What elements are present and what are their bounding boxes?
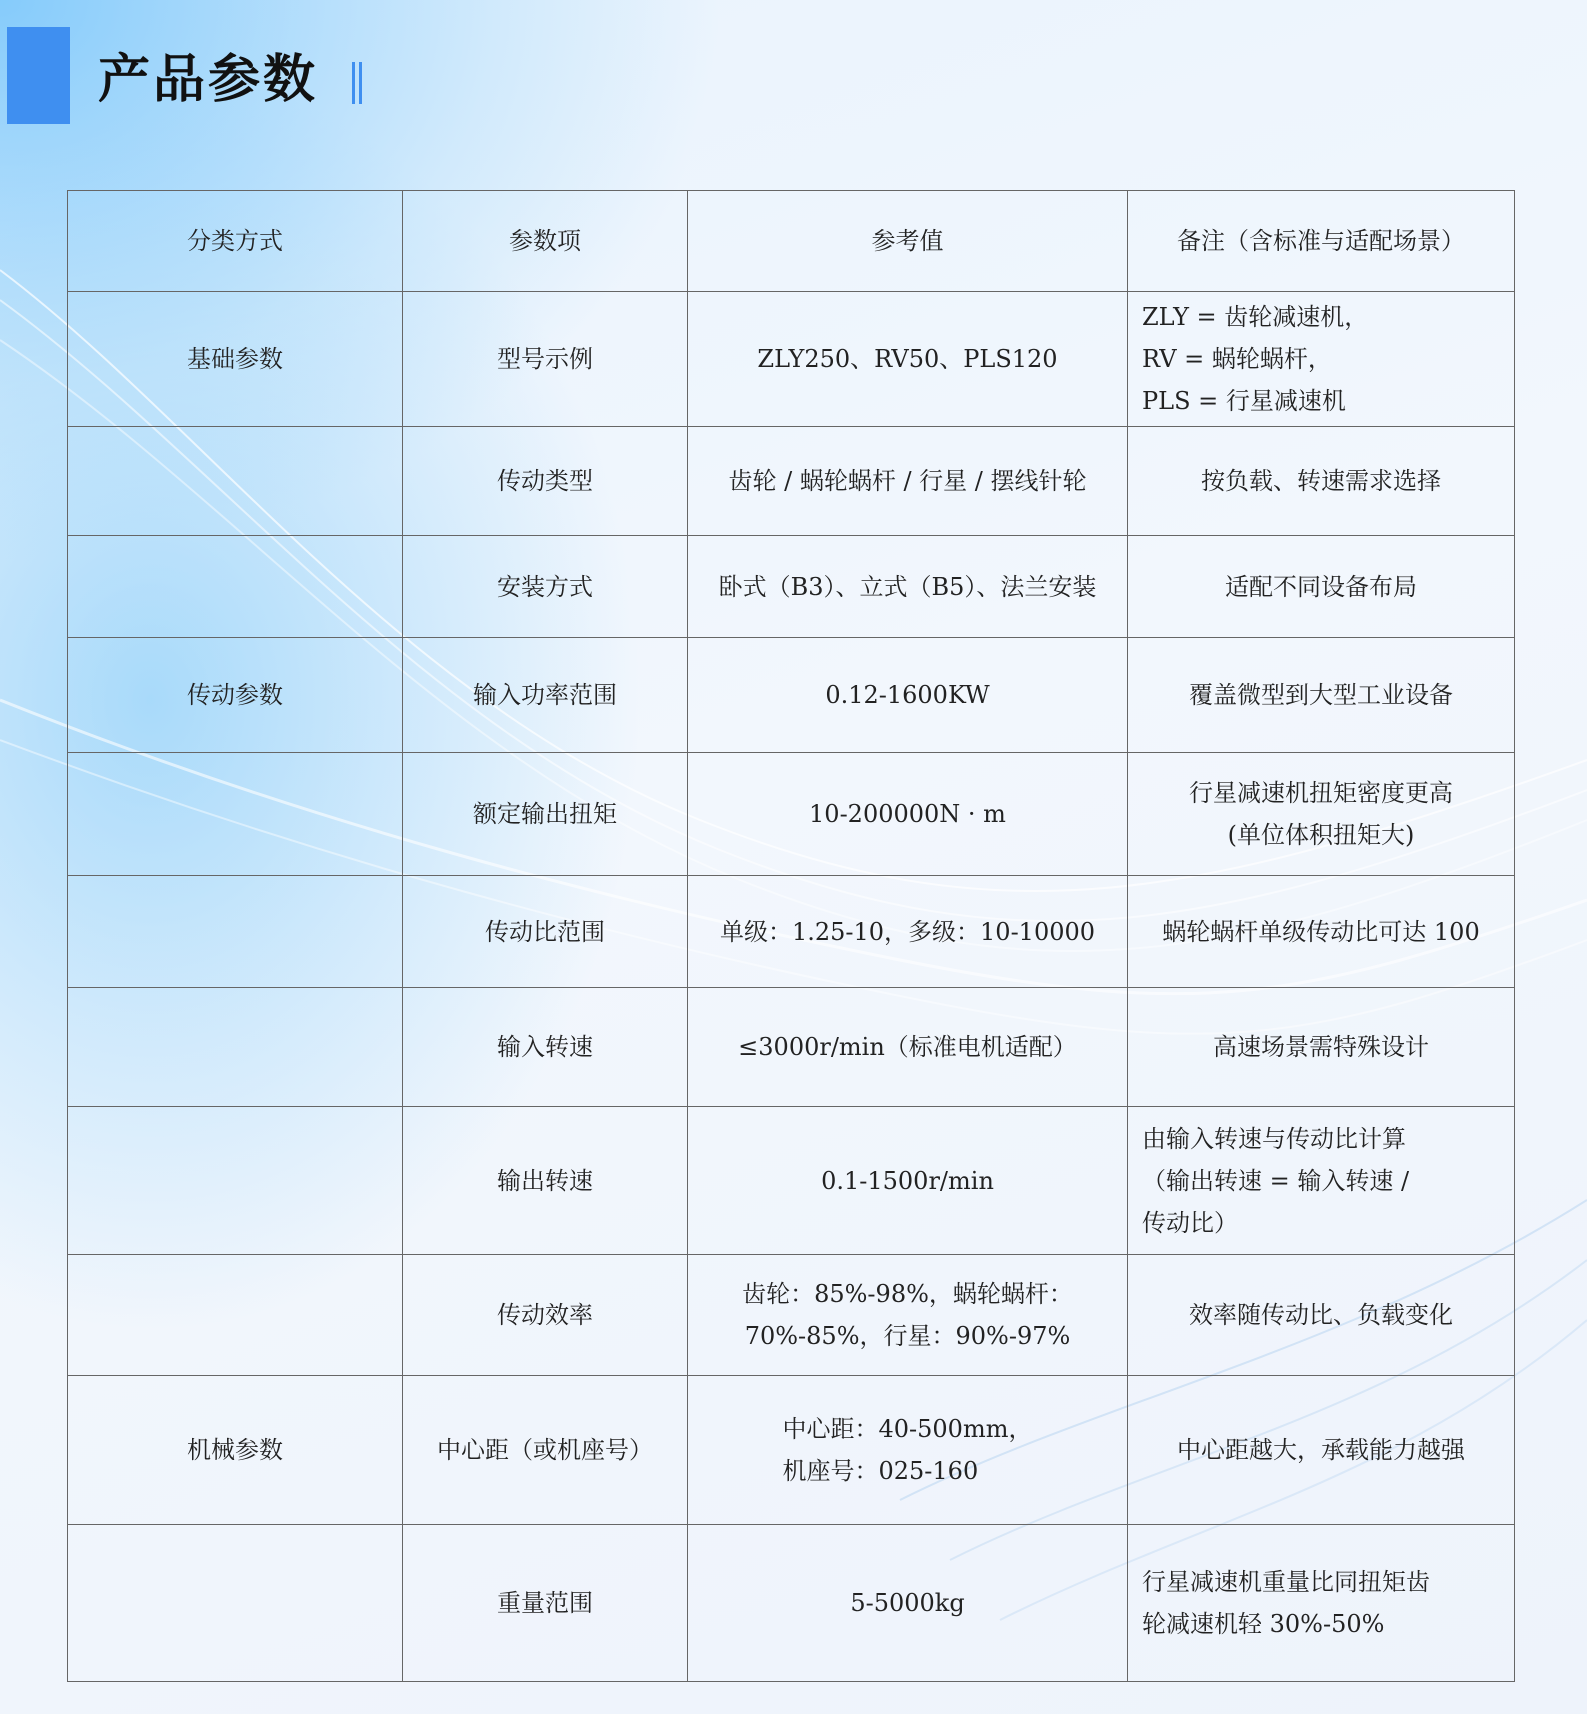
header-notes: 备注（含标准与适配场景） xyxy=(1128,191,1515,292)
header-value: 参考值 xyxy=(688,191,1128,292)
row-value xyxy=(688,427,1128,536)
row-note xyxy=(1128,536,1515,638)
title-double-bar-mark xyxy=(352,62,362,104)
table-row xyxy=(68,638,1515,753)
table-row xyxy=(68,988,1515,1107)
table-row xyxy=(68,1525,1515,1682)
row-parameter: 传动效率 xyxy=(403,1255,688,1376)
note-line: 传动比） xyxy=(1142,1208,1238,1237)
row-category xyxy=(68,876,403,988)
table-header-row xyxy=(68,191,1515,292)
note-line: 效率随传动比、负载变化 xyxy=(1189,1301,1453,1329)
row-value xyxy=(688,988,1128,1107)
value-line: 卧式（B3）、立式（B5）、法兰安装 xyxy=(718,572,1097,601)
row-category xyxy=(68,1107,403,1255)
note-line: 蜗轮蜗杆单级传动比可达 100 xyxy=(1162,917,1480,946)
product-parameters-table xyxy=(67,190,1515,1682)
note-line: PLS = 行星减速机 xyxy=(1142,387,1346,415)
note-line: 覆盖微型到大型工业设备 xyxy=(1189,681,1453,709)
row-value xyxy=(688,1376,1128,1525)
row-value xyxy=(688,876,1128,988)
row-category: 传动参数 xyxy=(68,638,403,753)
row-value xyxy=(688,536,1128,638)
row-parameter: 重量范围 xyxy=(403,1525,688,1682)
row-category: 机械参数 xyxy=(68,1376,403,1525)
row-parameter: 中心距（或机座号） xyxy=(403,1376,688,1525)
row-note xyxy=(1128,753,1515,876)
note-line: 行星减速机重量比同扭矩齿 xyxy=(1142,1568,1430,1596)
row-parameter: 额定输出扭矩 xyxy=(403,753,688,876)
title-accent-block xyxy=(7,27,70,124)
row-parameter: 输入功率范围 xyxy=(403,638,688,753)
table-row xyxy=(68,1376,1515,1525)
row-parameter: 输入转速 xyxy=(403,988,688,1107)
row-note xyxy=(1128,988,1515,1107)
row-note xyxy=(1128,638,1515,753)
row-value xyxy=(688,292,1128,427)
value-line: 机座号：025-160 xyxy=(782,1457,979,1485)
header-parameter: 参数项 xyxy=(403,191,688,292)
row-note xyxy=(1128,427,1515,536)
table-row xyxy=(68,1107,1515,1255)
value-line: 0.12-1600KW xyxy=(825,681,990,709)
page-title: 产品参数 xyxy=(98,50,319,110)
table-row xyxy=(68,427,1515,536)
table-row xyxy=(68,292,1515,427)
row-value xyxy=(688,753,1128,876)
value-line: 5-5000kg xyxy=(850,1589,965,1617)
table-row xyxy=(68,753,1515,876)
row-category xyxy=(68,753,403,876)
note-line: （输出转速 = 输入转速 / xyxy=(1142,1166,1410,1195)
value-line: 0.1-1500r/min xyxy=(821,1166,994,1195)
row-category: 基础参数 xyxy=(68,292,403,427)
note-line: 适配不同设备布局 xyxy=(1225,572,1417,601)
row-note xyxy=(1128,1107,1515,1255)
value-line: 70%-85%，行星：90%-97% xyxy=(744,1322,1071,1350)
row-category xyxy=(68,1255,403,1376)
table-row xyxy=(68,536,1515,638)
row-value xyxy=(688,638,1128,753)
table-row xyxy=(68,1255,1515,1376)
row-value xyxy=(688,1255,1128,1376)
row-parameter: 传动比范围 xyxy=(403,876,688,988)
row-note xyxy=(1128,292,1515,427)
value-line: ZLY250、RV50、PLS120 xyxy=(757,345,1058,373)
row-note xyxy=(1128,876,1515,988)
row-parameter: 传动类型 xyxy=(403,427,688,536)
note-line: 中心距越大，承载能力越强 xyxy=(1177,1436,1465,1464)
row-parameter: 安装方式 xyxy=(403,536,688,638)
value-line: 齿轮 / 蜗轮蜗杆 / 行星 / 摆线针轮 xyxy=(728,467,1087,495)
value-line: 单级：1.25-10，多级：10-10000 xyxy=(719,917,1096,946)
row-category xyxy=(68,536,403,638)
row-note xyxy=(1128,1376,1515,1525)
row-category xyxy=(68,988,403,1107)
value-line: 10-200000N · m xyxy=(809,800,1006,828)
row-note xyxy=(1128,1255,1515,1376)
note-line: 高速场景需特殊设计 xyxy=(1213,1033,1429,1061)
row-value xyxy=(688,1107,1128,1255)
note-line: (单位体积扭矩大) xyxy=(1227,821,1415,849)
header-category: 分类方式 xyxy=(68,191,403,292)
note-line: 按负载、转速需求选择 xyxy=(1201,467,1441,495)
value-line: ≤3000r/min（标准电机适配） xyxy=(738,1033,1077,1061)
note-line: RV = 蜗轮蜗杆， xyxy=(1142,345,1332,373)
value-line: 齿轮：85%-98%，蜗轮蜗杆： xyxy=(742,1280,1073,1308)
table-row xyxy=(68,876,1515,988)
row-parameter: 型号示例 xyxy=(403,292,688,427)
note-line: 轮减速机轻 30%-50% xyxy=(1142,1610,1385,1638)
note-line: ZLY = 齿轮减速机， xyxy=(1142,303,1369,331)
note-line: 行星减速机扭矩密度更高 xyxy=(1189,779,1453,807)
row-category xyxy=(68,1525,403,1682)
row-value xyxy=(688,1525,1128,1682)
value-line: 中心距：40-500mm， xyxy=(782,1415,1033,1443)
note-line: 由输入转速与传动比计算 xyxy=(1142,1124,1406,1153)
row-note xyxy=(1128,1525,1515,1682)
row-category xyxy=(68,427,403,536)
row-parameter: 输出转速 xyxy=(403,1107,688,1255)
